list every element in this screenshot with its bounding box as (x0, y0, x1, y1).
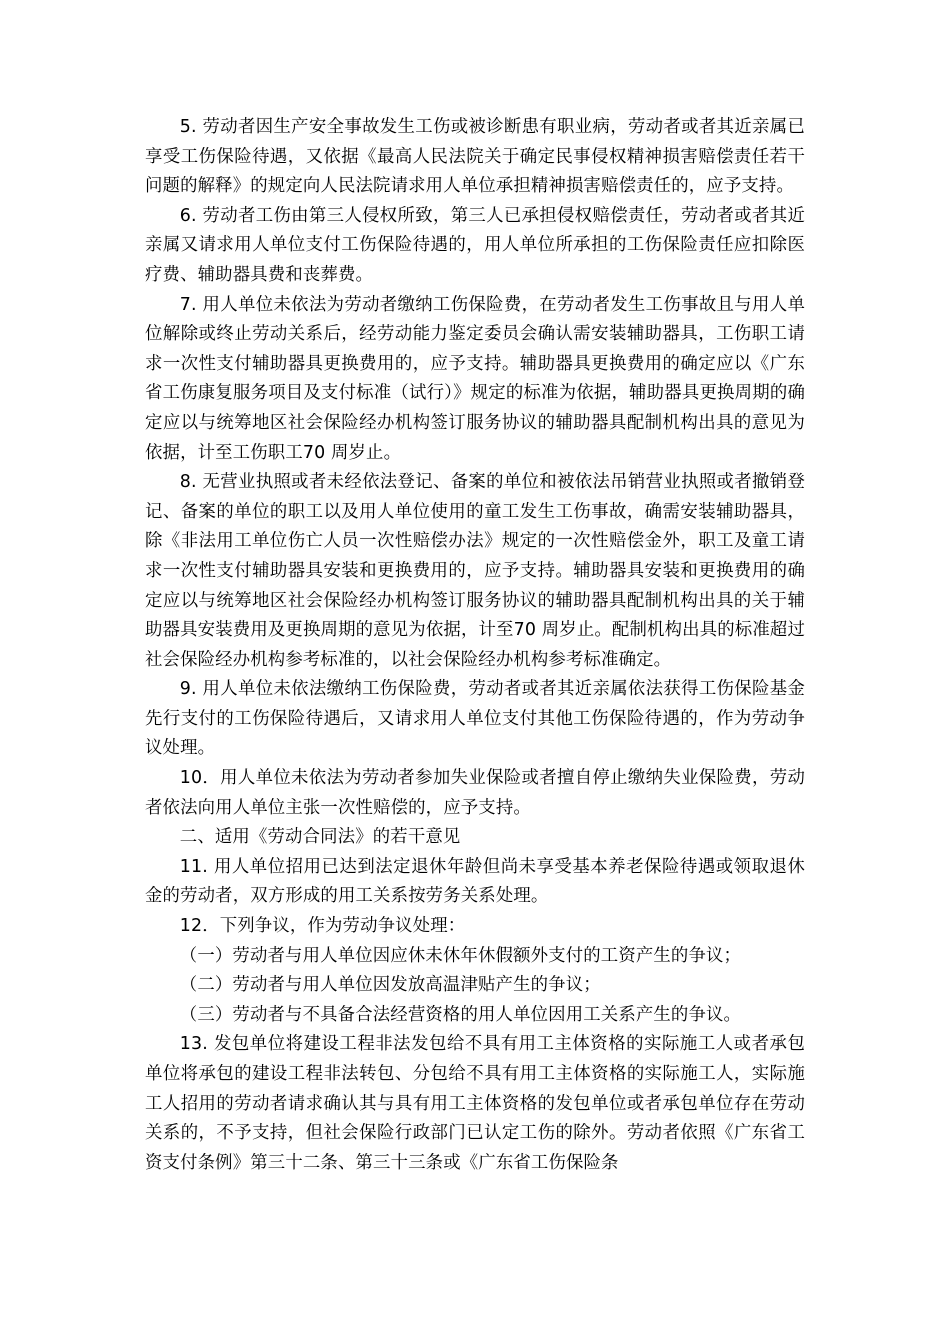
paragraph-item-7: 7. 用人单位未依法为劳动者缴纳工伤保险费，在劳动者发生工伤事故且与用人单位解除或终止劳动关系后，经劳动能力鉴定委员会确认需安装辅助器具，工伤职工请求一次性支付辅助器具更换费用的，应予支持。辅助器具更换费用的确定应以《广东省工伤康复服务项目及支付标准（试行）》规定的标准为依据，辅助器具更换周期的确定应以与统筹地区社会保险经办机构签订服务协议的辅助器具配制机构出具的意见为依据，计至工伤职工70 周岁止。 (145, 294, 805, 463)
paragraph-item-8: 8. 无营业执照或者未经依法登记、备案的单位和被依法吊销营业执照或者撤销登记、备案的单位的职工以及用人单位使用的童工发生工伤事故，确需安装辅助器具，除《非法用工单位伤亡人员一次性赔偿办法》规定的一次性赔偿金外，职工及童工请求一次性支付辅助器具安装和更换费用的，应予支持。辅助器具安装和更换费用的确定应以与统筹地区社会保险经办机构签订服务协议的辅助器具配制机构出具的关于辅助器具安装费用及更换周期的意见为依据，计至70 周岁止。配制机构出具的标准超过社会保险经办机构参考标准的，以社会保险经办机构参考标准确定。 (145, 472, 805, 670)
paragraph-item-11: 11. 用人单位招用已达到法定退休年龄但尚未享受基本养老保险待遇或领取退休金的劳动者，双方形成的用工关系按劳务关系处理。 (145, 856, 805, 907)
paragraph-item-12: 12．下列争议，作为劳动争议处理： (179, 916, 466, 937)
sub-item-3: （三）劳动者与不具备合法经营资格的用人单位因用工关系产生的争议。 (179, 1004, 742, 1025)
paragraph-item-6: 6. 劳动者工伤由第三人侵权所致，第三人已承担侵权赔偿责任，劳动者或者其近亲属又请求用人单位支付工伤保险待遇的，用人单位所承担的工伤保险责任应扣除医疗费、辅助器具费和丧葬费。 (145, 205, 805, 285)
paragraph-item-13: 13. 发包单位将建设工程非法发包给不具有用工主体资格的实际施工人或者承包单位将承包的建设工程非法转包、分包给不具有用工主体资格的实际施工人，实际施工人招用的劳动者请求确认其与具有用工主体资格的发包单位或者承包单位存在劳动关系的，不予支持，但社会保险行政部门已认定工伤的除外。劳动者依照《广东省工资支付条例》第三十二条、第三十三条或《广东省工伤保险条 (145, 1034, 805, 1173)
paragraph-item-9: 9. 用人单位未依法缴纳工伤保险费，劳动者或者其近亲属依法获得工伤保险基金先行支付的工伤保险待遇后，又请求用人单位支付其他工伤保险待遇的，作为劳动争议处理。 (145, 679, 805, 759)
section-heading: 二、适用《劳动合同法》的若干意见 (179, 827, 461, 848)
paragraph-item-10: 10．用人单位未依法为劳动者参加失业保险或者擅自停止缴纳失业保险费，劳动者依法向用人单位主张一次性赔偿的，应予支持。 (145, 768, 805, 818)
document-body (145, 113, 805, 1178)
paragraph-item-5: 5. 劳动者因生产安全事故发生工伤或被诊断患有职业病，劳动者或者其近亲属已享受工伤保险待遇，又依据《最高人民法院关于确定民事侵权精神损害赔偿责任若干问题的解释》的规定向人民法院请求用人单位承担精神损害赔偿责任的，应予支持。 (145, 117, 805, 197)
sub-item-2: （二）劳动者与用人单位因发放高温津贴产生的争议； (179, 975, 601, 996)
sub-item-1: （一）劳动者与用人单位因应休未休年休假额外支付的工资产生的争议； (179, 945, 742, 966)
